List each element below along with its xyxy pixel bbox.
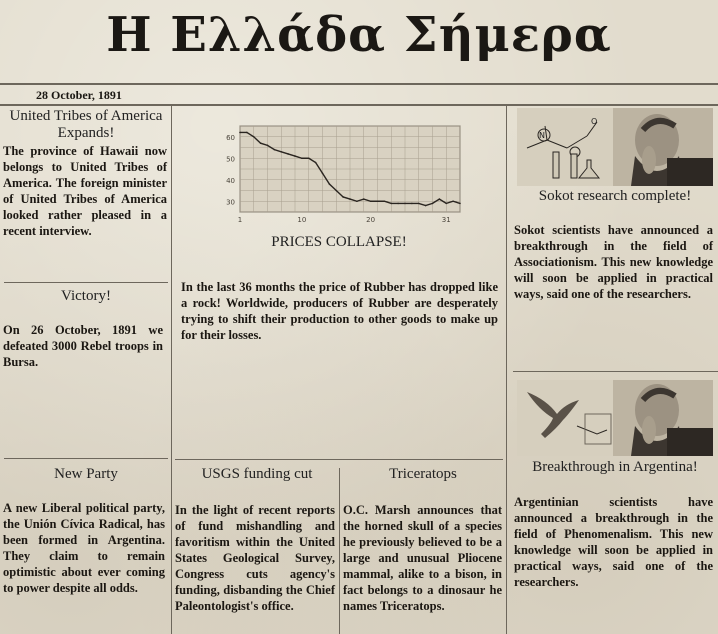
chart-data-point [294, 155, 296, 157]
chart-x-tick-label: 1 [237, 216, 243, 224]
chart-data-point [404, 203, 406, 205]
chart-data-point [439, 198, 441, 200]
chart-data-point [384, 200, 386, 202]
argentina-body: Argentinian scientists have announced a breakthrough in the field of Phenomenalism. This new knowledge will soon be applied in practical ways, said one of the researchers. [514, 495, 713, 589]
prices-body: In the last 36 months the price of Rubber has dropped like a rock! Worldwide, producers of Rubber are desperately trying to shift their production to other goods to make up for their losses. [181, 280, 498, 342]
new-party-headline: New Party [54, 466, 118, 482]
chart-data-point [459, 203, 461, 205]
chart-data-point [301, 157, 303, 159]
chart-y-tick-label: 60 [226, 133, 235, 142]
chart-data-point [452, 200, 454, 202]
argentina-breakthrough-illustration [517, 380, 713, 456]
chart-data-point [287, 153, 289, 155]
chart-x-tick-label: 31 [441, 216, 451, 224]
sokot-body: Sokot scientists have announced a breakthrough in the field of Associationism. This new knowledge will soon be applied in practical ways, said one of the researchers. [514, 223, 713, 301]
chart-data-point [342, 196, 344, 198]
chart-data-point [349, 198, 351, 200]
chart-data-point [246, 132, 248, 134]
usgs-headline: USGS funding cut [201, 466, 313, 482]
victory-headline: Victory! [61, 288, 111, 304]
chart-data-point [370, 200, 372, 202]
chart-data-point [356, 200, 358, 202]
chart-data-point [315, 162, 317, 164]
section-rule-middle [175, 459, 503, 460]
chart-data-point [274, 149, 276, 151]
chart-y-tick-label: 40 [226, 176, 235, 185]
sokot-research-illustration [517, 108, 713, 186]
chart-data-point [432, 203, 434, 205]
svg-text:O: O [591, 117, 598, 126]
new-party-body: A new Liberal political party, the Unión Cívica Radical, has been formed in Argentina. They claim to remain optimistic about ever coming to power despite all odds. [3, 501, 165, 595]
chart-data-point [322, 173, 324, 175]
chart-data-point [445, 203, 447, 205]
triceratops-body: O.C. Marsh announces that the horned skull of a species he previously believed to be a large and unusual Pliocene mammal, alike to a bison, in fact belongs to a dinosaur he names Triceratops. [343, 503, 502, 613]
newspaper-masthead: Η Ελλάδα Σήμερα [106, 7, 612, 63]
issue-date: 28 October, 1891 [36, 88, 122, 102]
column-divider-left [171, 106, 172, 634]
chart-data-point [411, 203, 413, 205]
chart-data-point [267, 145, 269, 147]
usgs-body: In the light of recent reports of fund mishandling and favoritism within the United States Geological Survey, Congress cuts agency's funding, disbanding the Chief Paleontologist's office. [175, 503, 335, 613]
united-tribes-body: The province of Hawaii now belongs to United Tribes of America. The foreign minister of United Tribes of America looked rather pleased in a recent interview. [3, 144, 167, 238]
chart-x-tick-label: 20 [366, 216, 376, 224]
column-divider-right [506, 106, 507, 634]
chart-data-point [335, 190, 337, 192]
chart-data-point [239, 132, 241, 134]
chart-data-point [418, 203, 420, 205]
column-divider-bottom-middle [339, 468, 340, 634]
masthead-rule-top [0, 83, 718, 85]
masthead-rule-bottom [0, 104, 718, 106]
svg-text:N: N [539, 131, 545, 140]
chart-data-point [260, 142, 262, 144]
section-rule-left-2 [4, 458, 168, 459]
argentina-headline: Breakthrough in Argentina! [532, 459, 698, 475]
united-tribes-headline: United Tribes of America Expands! [9, 108, 163, 141]
chart-x-tick-label: 10 [297, 216, 307, 224]
chart-data-point [425, 205, 427, 207]
section-rule-left-1 [4, 282, 168, 283]
chart-data-point [280, 151, 282, 153]
victory-body: On 26 October, 1891 we defeated 3000 Rebel troops in Bursa. [3, 323, 163, 369]
triceratops-headline: Triceratops [389, 466, 457, 482]
chart-data-point [377, 200, 379, 202]
chart-data-point [329, 183, 331, 185]
chart-data-point [363, 198, 365, 200]
chart-data-point [390, 203, 392, 205]
chart-data-point [253, 136, 255, 138]
chart-data-point [308, 157, 310, 159]
chart-y-tick-label: 50 [226, 155, 235, 164]
rubber-price-chart [210, 120, 468, 230]
chart-data-point [397, 203, 399, 205]
chart-y-tick-label: 30 [226, 198, 235, 207]
section-rule-right [513, 371, 718, 372]
prices-headline: PRICES COLLAPSE! [271, 234, 407, 250]
sokot-headline: Sokot research complete! [538, 188, 692, 204]
